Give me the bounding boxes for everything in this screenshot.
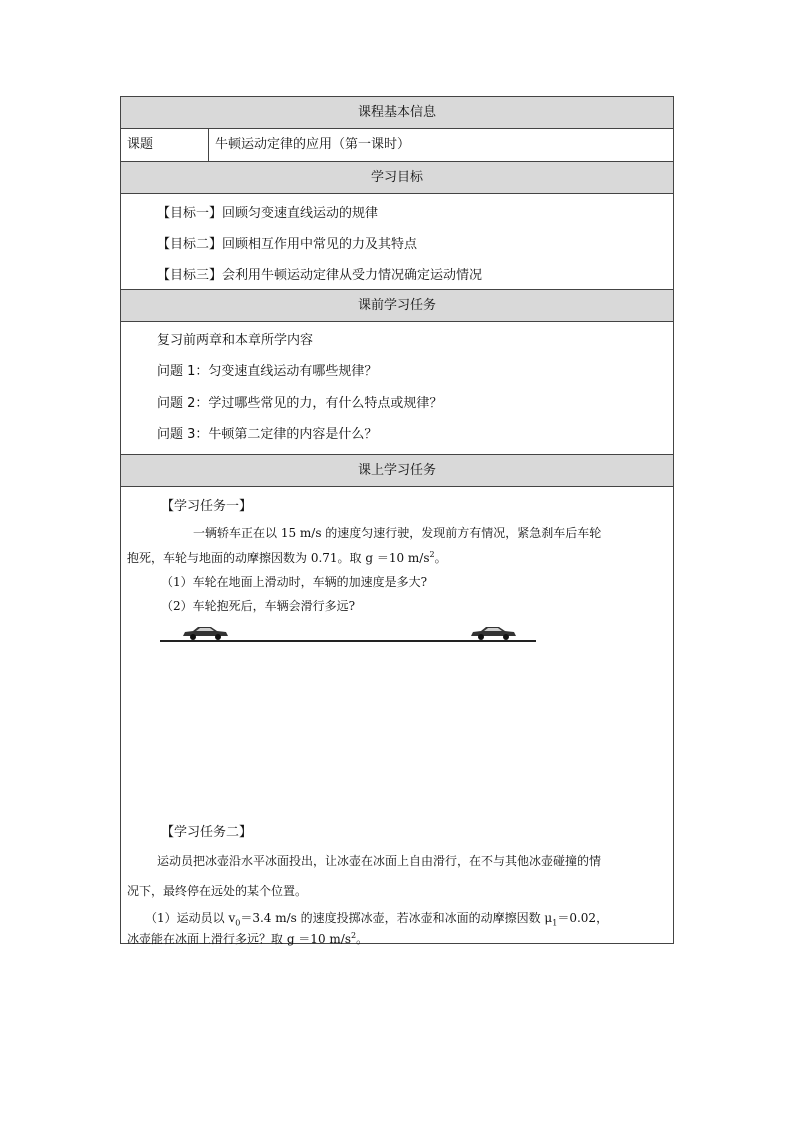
section-title: 课前学习任务 [357, 298, 436, 313]
road-line [160, 640, 536, 642]
task1-question: （1）车轮在地面上滑动时，车辆的加速度是多大? [161, 575, 428, 589]
section-header-goals [121, 162, 673, 194]
section-title: 课程基本信息 [357, 105, 436, 120]
course-label: 课题 [121, 129, 209, 161]
goals-block [121, 194, 673, 290]
goal-item: 【目标三】会利用牛顿运动定律从受力情况确定运动情况 [157, 268, 483, 283]
goal-item: 【目标二】回顾相互作用中常见的力及其特点 [157, 237, 418, 252]
pre-tasks-block [121, 322, 673, 455]
pre-question: 问题 3：牛顿第二定律的内容是什么？ [157, 427, 378, 442]
section-header-pre-tasks [121, 290, 673, 322]
task1-paragraph: 抱死，车轮与地面的动摩擦因数为 0.71。取 g ＝10 $m/s^2$。 [127, 550, 447, 565]
car-icon [469, 626, 517, 640]
section-title: 学习目标 [370, 170, 423, 185]
task1-question: （2）车轮抱死后，车辆会滑行多远? [161, 599, 356, 613]
section-header-in-class [121, 455, 673, 487]
task2-question: （1）运动员以 $v_0=3.4$ m/s 的速度投掷冰壶，若冰壶和冰面的动摩擦因数 $\mu_1=0.02$， [145, 911, 609, 928]
section-header-basic-info [121, 97, 673, 129]
task2-title: 【学习任务二】 [161, 825, 253, 840]
task1-paragraph: 一辆轿车正在以 15 m/s 的速度匀速行驶，发现前方有情况，紧急刹车后车轮 [193, 526, 602, 540]
goal-item: 【目标一】回顾匀变速直线运动的规律 [157, 206, 379, 221]
course-row [121, 129, 673, 162]
task1-title: 【学习任务一】 [161, 499, 253, 514]
course-title: 牛顿运动定律的应用（第一课时） [215, 137, 411, 152]
pre-question: 问题 1：匀变速直线运动有哪些规律？ [157, 364, 378, 379]
section-title: 课上学习任务 [357, 463, 436, 478]
task2-question: 冰壶能在冰面上滑行多远？取 g ＝10 $m/s^2$。 [127, 931, 369, 946]
task2-paragraph: 况下，最终停在远处的某个位置。 [127, 884, 308, 898]
lesson-sheet [120, 96, 674, 944]
task2-paragraph: 运动员把冰壶沿水平冰面投出，让冰壶在冰面上自由滑行，在不与其他冰壶碰撞的情 [157, 854, 602, 868]
pre-intro: 复习前两章和本章所学内容 [157, 333, 314, 348]
pre-question: 问题 2：学过哪些常见的力，有什么特点或规律？ [157, 396, 443, 411]
car-icon [181, 626, 229, 640]
